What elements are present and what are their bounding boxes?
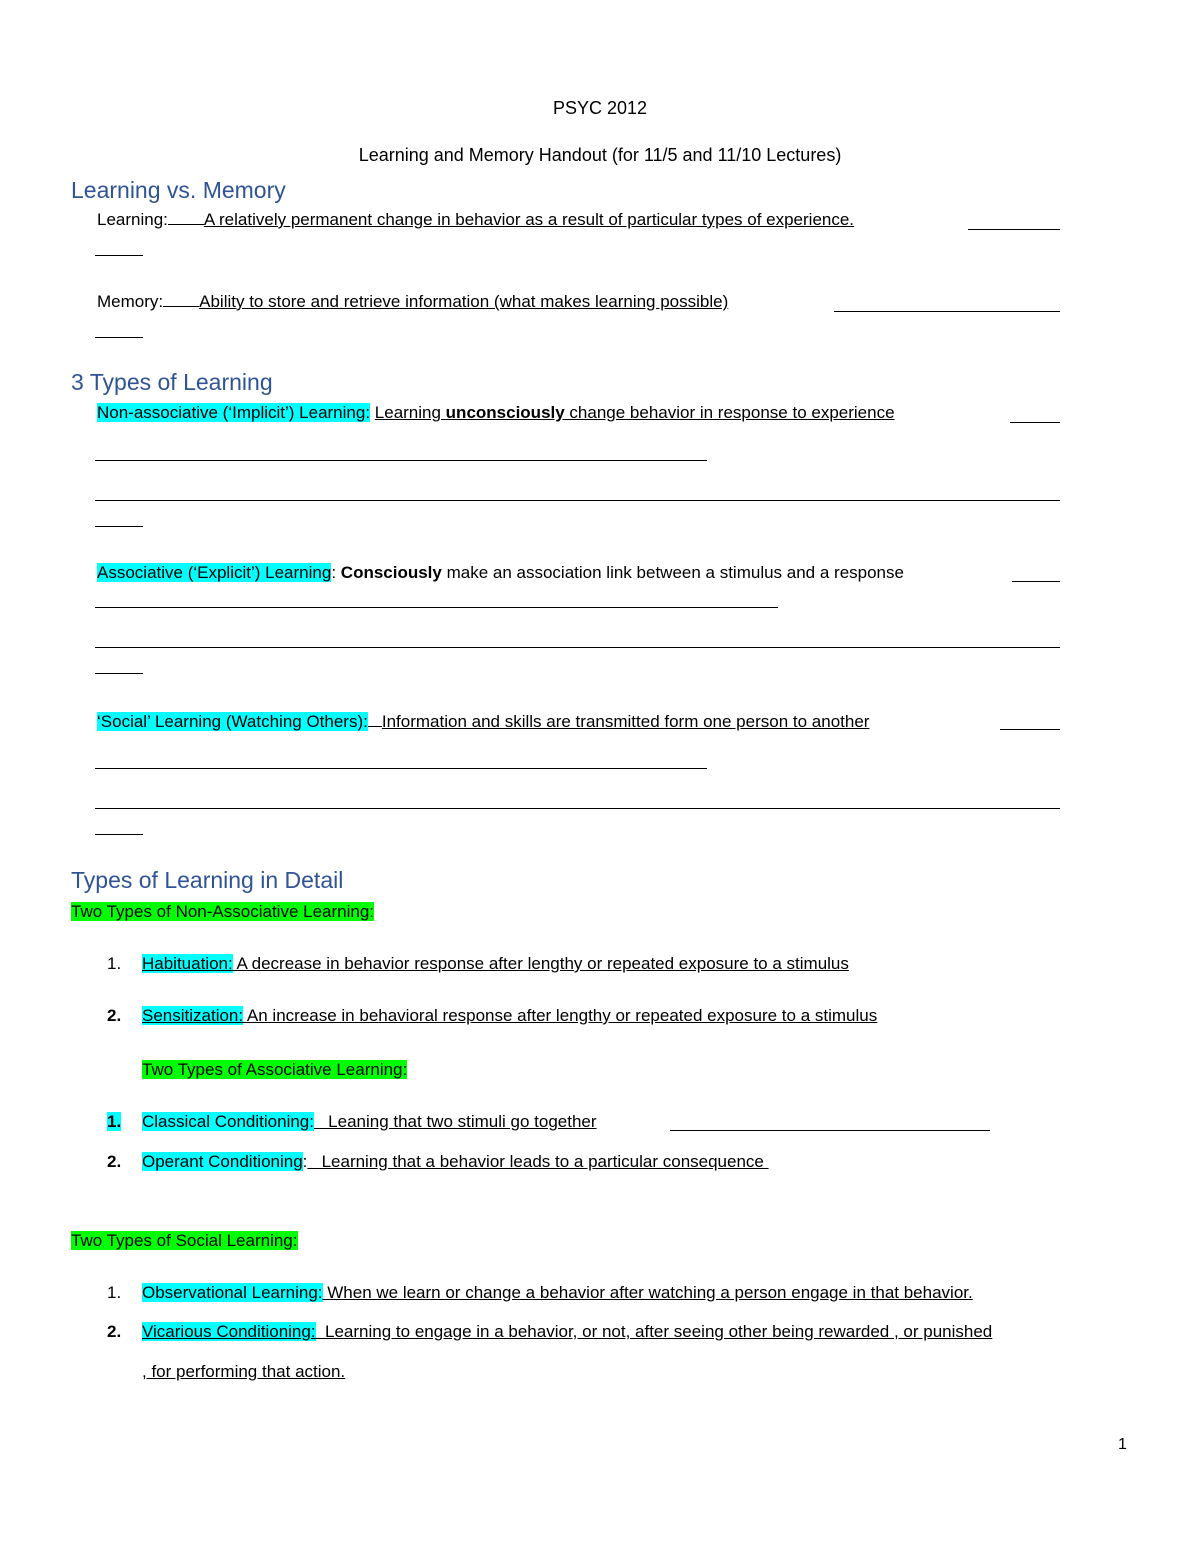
list-number [107, 1112, 121, 1132]
heading-3-types-of-learning: 3 Types of Learning [71, 369, 273, 395]
list-item-sensitization [142, 1006, 877, 1026]
page-number: 1 [1118, 1436, 1127, 1453]
associative-colon: : [331, 563, 337, 582]
list-number: 2. [107, 1322, 122, 1341]
nonassociative-label: Non-associative (‘Implicit’) Learning: [97, 403, 371, 422]
list-number: 2. [107, 1006, 122, 1025]
habituation-def: A decrease in behavior response after lengthy or repeated exposure to a stimulus [232, 954, 849, 973]
memory-definition-line [97, 291, 728, 312]
sensitization-label: Sensitization: [142, 1006, 244, 1025]
observational-def: When we learn or change a behavior after watching a person engage in that behavior. [322, 1283, 973, 1302]
classical-label: Classical Conditioning: [142, 1112, 314, 1131]
operant-def: Learning that a behavior leads to a particular consequence [307, 1152, 769, 1171]
list-item-observational [142, 1283, 973, 1303]
memory-definition: Ability to store and retrieve information (what makes learning possible) [199, 292, 729, 311]
vicarious-def-cont-text: , for performing that action. [142, 1362, 346, 1381]
list-number-text: 1. [107, 1112, 122, 1131]
social-label: ‘Social’ Learning (Watching Others): [97, 712, 368, 731]
list-item-classical [142, 1112, 597, 1132]
nonassociative-def-bold: unconsciously [445, 403, 565, 422]
nonassociative-types-heading [71, 902, 374, 922]
nonassociative-line [97, 403, 895, 423]
associative-label: Associative (‘Explicit’) Learning [97, 563, 332, 582]
associative-types-heading-text: Two Types of Associative Learning: [142, 1060, 408, 1079]
associative-types-heading [142, 1060, 407, 1080]
learning-definition: A relatively permanent change in behavior as a result of particular types of experience. [203, 210, 855, 229]
memory-label: Memory: [97, 292, 164, 311]
nonassociative-def-a: Learning [374, 403, 446, 422]
sensitization-def: An increase in behavioral response after lengthy or repeated exposure to a stimulus [243, 1006, 878, 1025]
associative-line [97, 563, 904, 583]
page-title: Learning and Memory Handout (for 11/5 and 11/10 Lectures) [358, 145, 842, 165]
heading-learning-vs-memory: Learning vs. Memory [71, 177, 286, 203]
associative-bold: Consciously [336, 563, 442, 582]
nonassociative-def-c: change behavior in response to experience [564, 403, 895, 422]
social-line [97, 711, 869, 732]
social-types-heading-text: Two Types of Social Learning: [71, 1231, 298, 1250]
learning-label: Learning: [97, 210, 168, 229]
course-code: PSYC 2012 [552, 98, 648, 118]
associative-def: make an association link between a stimulus and a response [441, 563, 904, 582]
list-number: 1. [107, 1283, 122, 1302]
vicarious-def-continued [142, 1362, 345, 1382]
operant-colon: : [302, 1152, 308, 1171]
observational-label: Observational Learning: [142, 1283, 323, 1302]
learning-definition-line [97, 209, 854, 230]
social-def: Information and skills are transmitted form one person to another [381, 712, 870, 731]
social-types-heading [71, 1231, 298, 1251]
list-number: 1. [107, 954, 122, 973]
heading-types-in-detail: Types of Learning in Detail [71, 867, 344, 893]
list-item-operant [142, 1152, 769, 1172]
vicarious-label: Vicarious Conditioning: [142, 1322, 316, 1341]
classical-def: Leaning that two stimuli go together [313, 1112, 597, 1131]
nonassociative-types-heading-text: Two Types of Non-Associative Learning: [71, 902, 375, 921]
list-number: 2. [107, 1152, 122, 1171]
habituation-label: Habituation: [142, 954, 233, 973]
vicarious-def: Learning to engage in a behavior, or not, after seeing other being rewarded , or punished [315, 1322, 993, 1341]
list-item-vicarious [142, 1322, 992, 1342]
operant-label: Operant Conditioning [142, 1152, 303, 1171]
list-item-habituation [142, 954, 849, 974]
